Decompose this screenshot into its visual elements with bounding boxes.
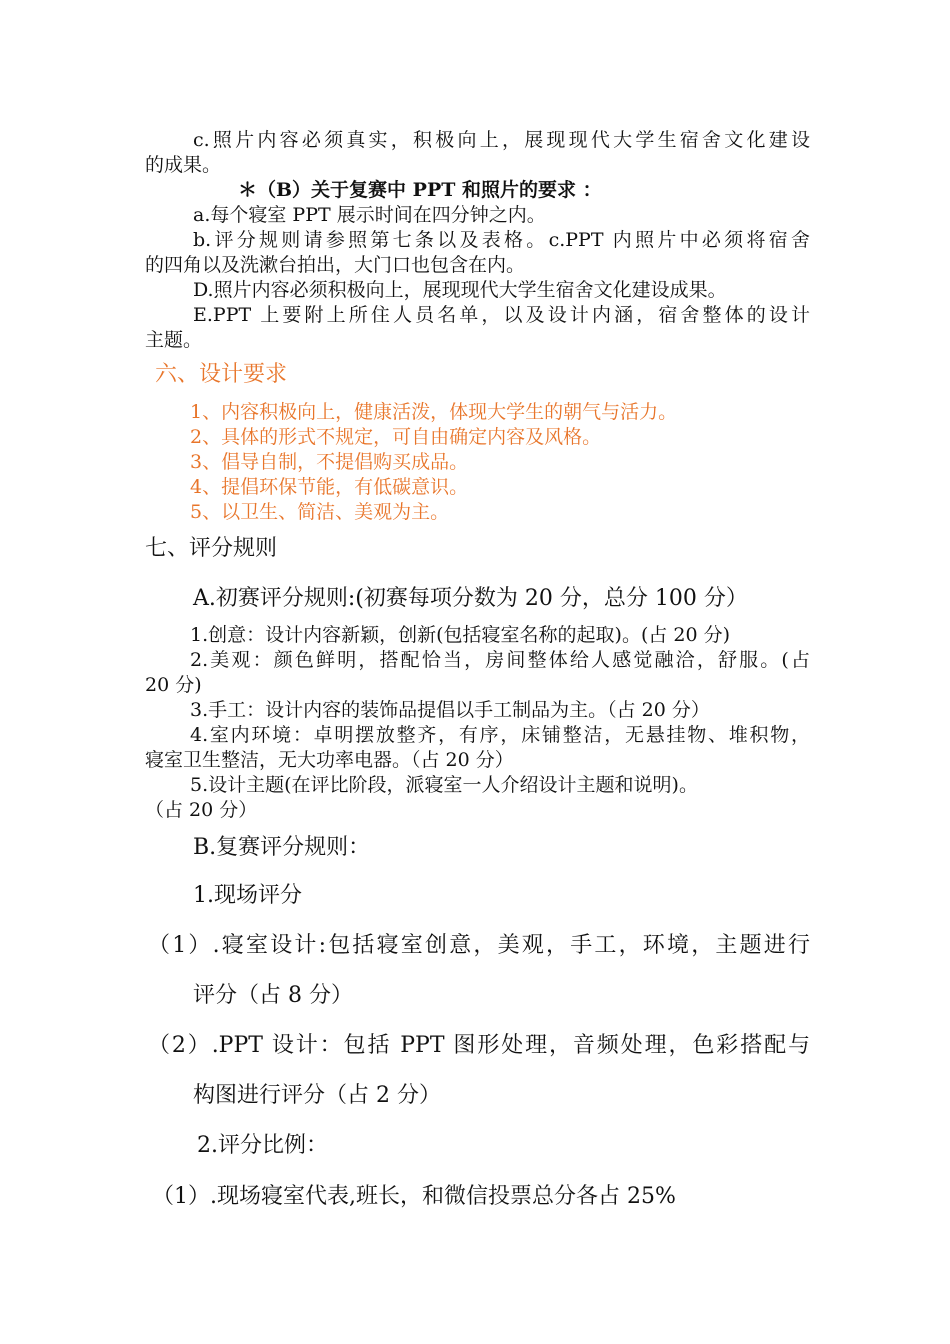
- section-heading-design: 六、设计要求: [155, 362, 288, 387]
- subsection-heading: ＊（B）关于复赛中 PPT 和照片的要求 ：: [238, 179, 602, 201]
- scoring-item-cont: 寝室卫生整洁，无大功率电器。（占 20 分）: [145, 749, 514, 771]
- design-requirement-item: 2、具体的形式不规定，可自由确定内容及风格。: [190, 426, 602, 448]
- paragraph-line: D.照片内容必须积极向上，展现现代大学生宿舍文化建设成果。: [193, 279, 727, 301]
- design-requirement-item: 3、倡导自制，不提倡购买成品。: [190, 451, 469, 473]
- paragraph-line: E.PPT 上要附上所住人员名单，以及设计内涵，宿舍整体的设计: [193, 304, 810, 326]
- scoring-subitem: 1.现场评分: [193, 883, 302, 908]
- scoring-item: 2.美观：颜色鲜明，搭配恰当，房间整体给人感觉融洽，舒服。(占: [190, 649, 810, 671]
- scoring-subtitle-a: A.初赛评分规则:(初赛每项分数为 20 分，总分 100 分）: [193, 586, 748, 611]
- paragraph-line: c.照片内容必须真实，积极向上，展现现代大学生宿舍文化建设: [193, 129, 810, 151]
- scoring-subitem: 2.评分比例：: [197, 1133, 328, 1158]
- paragraph-line: 主题。: [145, 329, 203, 351]
- paragraph-line: b.评分规则请参照第七条以及表格。c.PPT 内照片中必须将宿舍: [193, 229, 810, 251]
- scoring-item: 3.手工：设计内容的装饰品提倡以手工制品为主。（占 20 分）: [190, 699, 710, 721]
- design-requirement-item: 4、提倡环保节能，有低碳意识。: [190, 476, 469, 498]
- scoring-subitem-line: （1）.现场寝室代表,班长，和微信投票总分各占 25%: [152, 1184, 676, 1209]
- scoring-item-cont: 20 分): [145, 674, 202, 696]
- scoring-subitem-line: 构图进行评分（占 2 分）: [193, 1083, 441, 1108]
- section-heading-scoring: 七、评分规则: [145, 536, 278, 561]
- scoring-subitem-line: （2）.PPT 设计：包括 PPT 图形处理，音频处理，色彩搭配与: [148, 1033, 810, 1058]
- paragraph-line: 的四角以及洗漱台拍出，大门口也包含在内。: [145, 254, 526, 276]
- paragraph-line: a.每个寝室 PPT 展示时间在四分钟之内。: [193, 204, 546, 226]
- scoring-subitem-line: （1）.寝室设计:包括寝室创意，美观，手工，环境，主题进行: [148, 933, 810, 958]
- scoring-item: 1.创意：设计内容新颖，创新(包括寝室名称的起取)。(占 20 分): [190, 624, 731, 646]
- scoring-item: 4.室内环境：卓明摆放整齐，有序，床铺整洁，无悬挂物、堆积物，: [190, 724, 810, 746]
- design-requirement-item: 1、内容积极向上，健康活泼，体现大学生的朝气与活力。: [190, 401, 678, 423]
- scoring-item: 5.设计主题(在评比阶段，派寝室一人介绍设计主题和说明)。: [190, 774, 698, 796]
- scoring-item-cont: （占 20 分）: [145, 799, 258, 821]
- scoring-subitem-line: 评分（占 8 分）: [193, 983, 353, 1008]
- paragraph-line: 的成果。: [145, 154, 222, 176]
- scoring-subtitle-b: B.复赛评分规则：: [193, 835, 371, 860]
- design-requirement-item: 5、以卫生、简洁、美观为主。: [190, 501, 450, 523]
